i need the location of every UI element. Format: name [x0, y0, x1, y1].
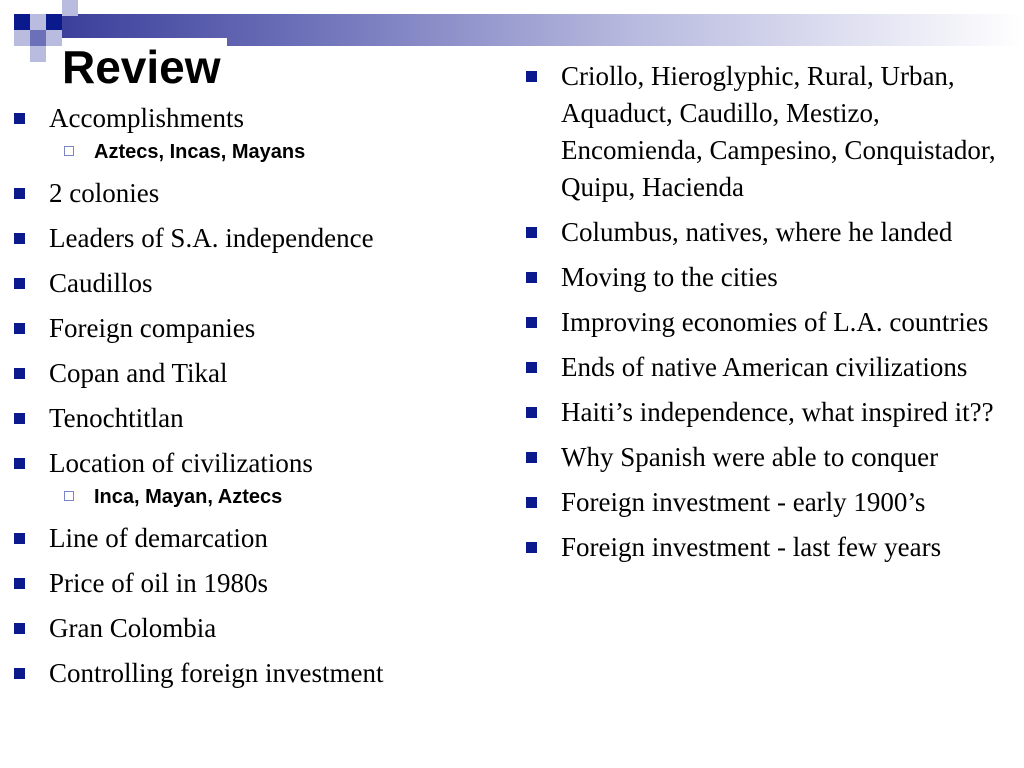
square-bullet-icon [14, 323, 25, 334]
item-text: Columbus, natives, where he landed [561, 217, 953, 247]
list-item [12, 265, 492, 302]
list-item [12, 610, 492, 647]
list-item [12, 655, 492, 692]
decoration-square [62, 0, 78, 16]
list-item [12, 100, 492, 137]
item-text: Haiti’s independence, what inspired it?? [561, 397, 994, 427]
item-text: Why Spanish were able to conquer [561, 442, 939, 472]
square-bullet-icon [526, 362, 537, 373]
square-bullet-icon [526, 407, 537, 418]
item-text: Price of oil in 1980s [49, 568, 268, 598]
square-bullet-icon [526, 452, 537, 463]
list-item [524, 304, 1020, 341]
item-text: Foreign investment - early 1900’s [561, 487, 926, 517]
item-text: Moving to the cities [561, 262, 778, 292]
square-bullet-icon [14, 413, 25, 424]
list-item [524, 529, 1020, 566]
item-text: Location of civilizations [49, 448, 313, 478]
square-bullet-icon [14, 233, 25, 244]
square-bullet-icon [526, 542, 537, 553]
decoration-square [30, 46, 46, 62]
list-item [524, 484, 1020, 521]
square-bullet-icon [14, 278, 25, 289]
decoration-square [14, 30, 30, 46]
list-item [12, 175, 492, 212]
item-text: 2 colonies [49, 178, 160, 208]
list-item [524, 349, 1020, 386]
sub-list-item [12, 484, 492, 510]
item-text: Caudillos [49, 268, 153, 298]
list-item [12, 355, 492, 392]
list-item [12, 445, 492, 482]
decoration-square [30, 30, 46, 46]
item-text: Tenochtitlan [49, 403, 184, 433]
item-text: Criollo, Hieroglyphic, Rural, Urban, Aquaduct, Caudillo, Mestizo, Encomienda, Campesino, Conquistador, Quipu, Hacienda [561, 61, 996, 202]
item-text: Accomplishments [49, 103, 244, 133]
list-item [12, 310, 492, 347]
square-bullet-icon [526, 227, 537, 238]
square-bullet-icon [14, 578, 25, 589]
square-bullet-icon [14, 113, 25, 124]
list-item [524, 439, 1020, 476]
list-item [12, 520, 492, 557]
decoration-square [30, 14, 46, 30]
square-bullet-icon [14, 458, 25, 469]
item-text: Foreign companies [49, 313, 256, 343]
square-bullet-icon [526, 497, 537, 508]
item-text: Controlling foreign investment [49, 658, 384, 688]
decoration-square [14, 14, 30, 30]
item-text: Ends of native American civilizations [561, 352, 968, 382]
slide-title: Review [62, 38, 227, 96]
list-item [524, 214, 1020, 251]
hollow-square-bullet-icon [64, 491, 74, 501]
square-bullet-icon [526, 317, 537, 328]
list-item [12, 400, 492, 437]
right-bullet-list [524, 58, 1020, 574]
square-bullet-icon [14, 188, 25, 199]
item-text: Line of demarcation [49, 523, 268, 553]
item-text: Improving economies of L.A. countries [561, 307, 989, 337]
item-text: Copan and Tikal [49, 358, 228, 388]
square-bullet-icon [526, 71, 537, 82]
square-bullet-icon [14, 623, 25, 634]
decoration-square [46, 14, 62, 30]
list-item [524, 259, 1020, 296]
square-bullet-icon [526, 272, 537, 283]
item-text: Foreign investment - last few years [561, 532, 942, 562]
sub-item-text: Inca, Mayan, Aztecs [94, 486, 283, 508]
left-bullet-list [12, 100, 492, 700]
decoration-square [46, 30, 62, 46]
hollow-square-bullet-icon [64, 146, 74, 156]
item-text: Gran Colombia [49, 613, 217, 643]
list-item [12, 220, 492, 257]
square-bullet-icon [14, 533, 25, 544]
sub-list-item [12, 139, 492, 165]
item-text: Leaders of S.A. independence [49, 223, 374, 253]
square-bullet-icon [14, 368, 25, 379]
list-item [524, 394, 1020, 431]
sub-item-text: Aztecs, Incas, Mayans [94, 141, 306, 163]
list-item [12, 565, 492, 602]
square-bullet-icon [14, 668, 25, 679]
list-item [524, 58, 1020, 206]
